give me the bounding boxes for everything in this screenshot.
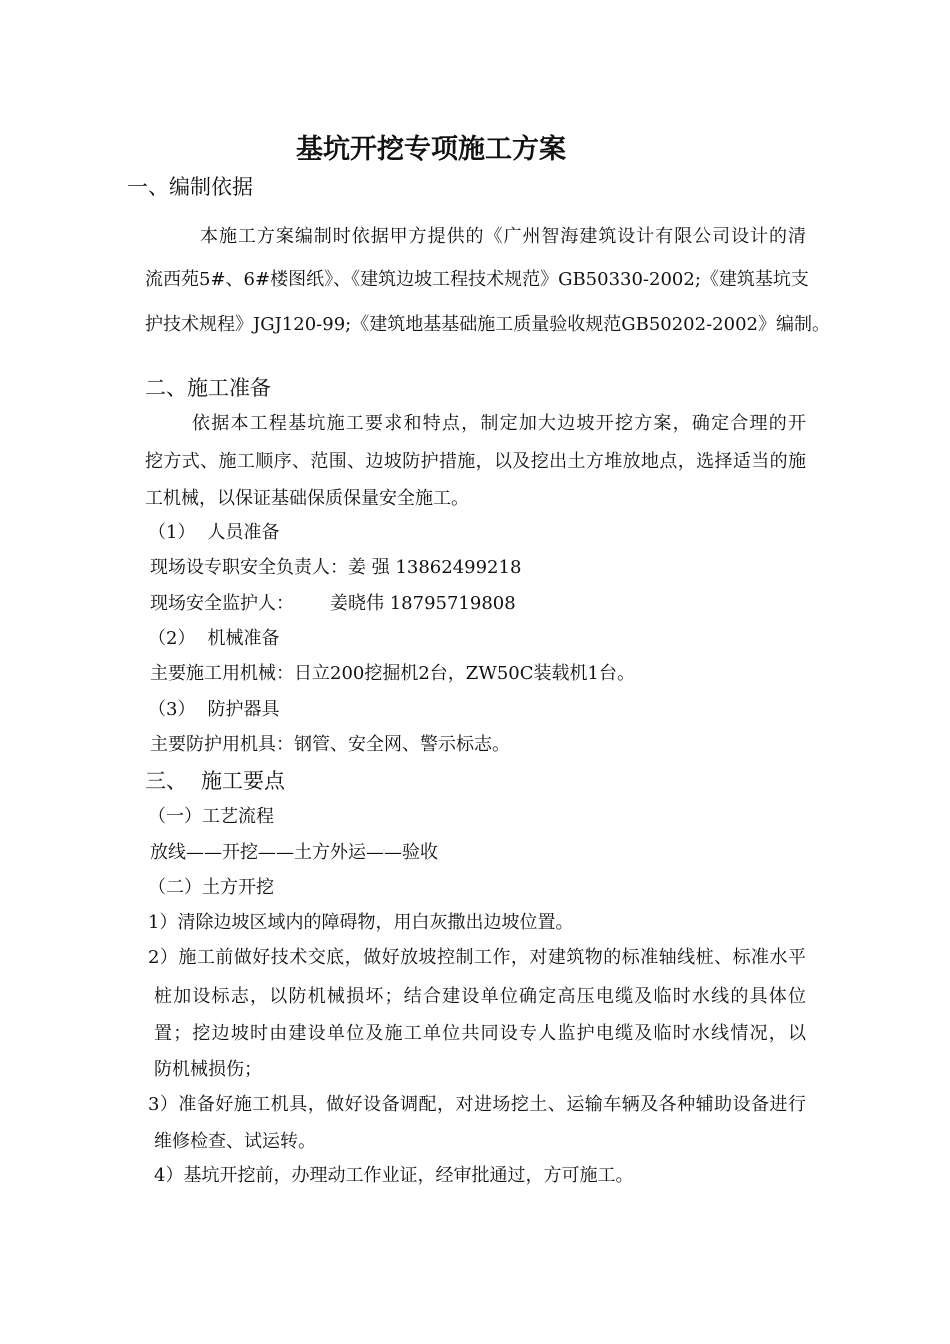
step-line: 防机械损伤； [154,1059,262,1080]
heading-number: 三、 [145,769,187,793]
field-value: 姜晓伟 18795719808 [330,593,516,614]
step-line: 4）基坑开挖前，办理动工作业证，经审批通过，方可施工。 [154,1165,634,1186]
list-number: （1） [148,522,196,543]
step-line: 维修检查、试运转。 [154,1131,316,1152]
list-item-personnel [148,521,279,545]
list-label: 机械准备 [207,628,280,649]
safety-head-line [150,556,521,580]
paragraph-line: 本施工方案编制时依据甲方提供的《广州智海建筑设计有限公司设计的清 [200,226,806,247]
paragraph-line: 工机械，以保证基础保质保量安全施工。 [145,488,469,509]
subheading-process: （一）工艺流程 [148,806,274,827]
paragraph-line: 依据本工程基坑施工要求和特点，制定加大边坡开挖方案，确定合理的开 [192,413,806,434]
list-item-machinery [148,627,279,651]
machinery-line: 主要施工用机械：日立200挖掘机2台，ZW50C装载机1台。 [150,663,635,684]
section-heading-basis: 一、编制依据 [127,175,253,199]
field-value: 姜 强 13862499218 [348,557,522,578]
step-line: 2）施工前做好技术交底，做好放坡控制工作，对建筑物的标准轴线桩、标准水平 [148,947,806,968]
safety-monitor-line [150,592,516,616]
section-heading-key-points [145,767,285,795]
paragraph-line: 护技术规程》JGJ120-99;《建筑地基基础施工质量验收规范GB50202-2002》编制。 [145,314,830,335]
paragraph-line: 流西苑5#、6#楼图纸》、《建筑边坡工程技术规范》GB50330-2002;《建筑基坑支 [145,269,809,290]
step-line: 桩加设标志，以防机械损坏；结合建设单位确定高压电缆及临时水线的具体位 [154,986,806,1007]
field-label: 现场安全监护人： [150,593,294,614]
page-title: 基坑开挖专项施工方案 [296,134,566,165]
protection-line: 主要防护用机具：钢管、安全网、警示标志。 [150,734,510,755]
field-label: 现场设专职安全负责人： [150,557,348,578]
step-line: 置；挖边坡时由建设单位及施工单位共同设专人监护电缆及临时水线情况，以 [154,1023,806,1044]
list-number: （2） [148,628,196,649]
subheading-excavation: （二）土方开挖 [148,877,274,898]
list-label: 防护器具 [207,699,280,720]
list-item-protection [148,698,279,722]
section-heading-preparation: 二、施工准备 [145,376,271,400]
step-line: 3）准备好施工机具，做好设备调配，对进场挖土、运输车辆及各种辅助设备进行 [148,1094,806,1115]
process-flow: 放线——开挖——土方外运——验收 [150,842,438,863]
paragraph-line: 挖方式、施工顺序、范围、边坡防护措施，以及挖出土方堆放地点，选择适当的施 [145,451,806,472]
heading-label: 施工要点 [201,769,285,793]
list-number: （3） [148,699,196,720]
list-label: 人员准备 [207,522,280,543]
step-line: 1）清除边坡区域内的障碍物，用白灰撒出边坡位置。 [148,912,574,933]
